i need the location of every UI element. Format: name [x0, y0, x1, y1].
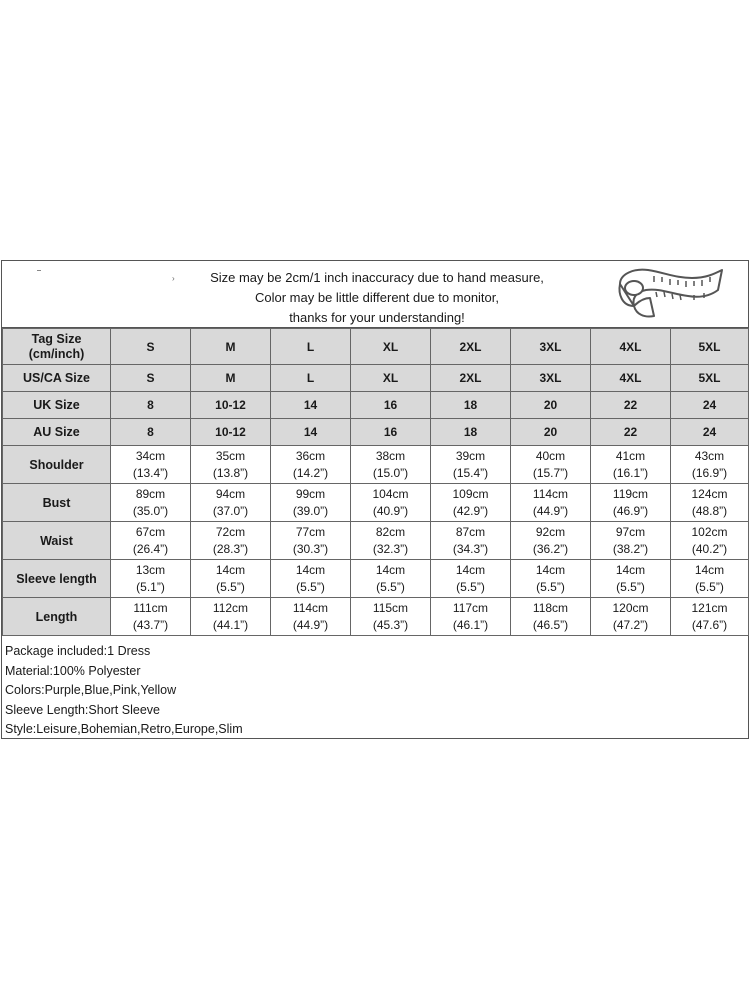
table-cell	[671, 522, 749, 560]
table-cell: 10-12	[191, 419, 271, 446]
table-row-measurement	[3, 560, 749, 598]
cell-inch-value: (16.1”)	[612, 465, 649, 480]
size-table	[2, 328, 749, 636]
notice-text	[152, 268, 602, 328]
table-cell	[191, 484, 271, 522]
info-style: Style:Leisure,Bohemian,Retro,Europe,Slim	[5, 722, 243, 736]
table-cell	[271, 446, 351, 484]
cell-inch-value: (15.7”)	[532, 465, 569, 480]
table-row-measurement	[3, 522, 749, 560]
cell-cm-value: 111cm	[133, 600, 168, 615]
notice-line: thanks for your understanding!	[289, 310, 465, 325]
cell-cm-value: 109cm	[452, 486, 489, 501]
cell-cm-value: 112cm	[212, 600, 249, 615]
table-cell: 8	[111, 419, 191, 446]
decorative-mark	[37, 270, 41, 271]
table-cell	[191, 560, 271, 598]
row-header: Sleeve length	[3, 560, 111, 598]
cell-inch-value: (47.6”)	[691, 617, 728, 632]
table-cell	[671, 598, 749, 636]
info-material: Material:100% Polyester	[5, 663, 141, 678]
table-cell: 5XL	[671, 365, 749, 392]
cell-inch-value: (46.1”)	[452, 617, 489, 632]
cell-cm-value: 14cm	[375, 562, 406, 577]
cell-inch-value: (5.5”)	[616, 579, 645, 594]
table-cell: XL	[351, 365, 431, 392]
cell-inch-value: (5.5”)	[456, 579, 485, 594]
table-cell: 3XL	[511, 365, 591, 392]
table-cell: 3XL	[511, 329, 591, 365]
cell-cm-value: 14cm	[694, 562, 725, 577]
table-cell: 10-12	[191, 392, 271, 419]
notice-line: Size may be 2cm/1 inch inaccuracy due to hand measure,	[210, 270, 544, 285]
cell-inch-value: (5.1”)	[136, 579, 165, 594]
table-cell	[431, 598, 511, 636]
table-cell: 24	[671, 392, 749, 419]
cell-cm-value: 99cm	[295, 486, 326, 501]
table-cell: 4XL	[591, 365, 671, 392]
table-cell: 14	[271, 419, 351, 446]
table-cell	[111, 598, 191, 636]
table-cell: 14	[271, 392, 351, 419]
cell-inch-value: (47.2”)	[612, 617, 649, 632]
cell-cm-value: 94cm	[215, 486, 246, 501]
table-cell: 20	[511, 419, 591, 446]
row-header-label: Tag Size	[31, 331, 82, 346]
notice-line: Color may be little different due to monitor,	[255, 290, 499, 305]
cell-cm-value: 36cm	[295, 448, 326, 463]
cell-cm-value: 82cm	[375, 524, 406, 539]
cell-inch-value: (13.8”)	[212, 465, 249, 480]
table-row-measurement	[3, 598, 749, 636]
table-cell	[111, 560, 191, 598]
cell-cm-value: 38cm	[375, 448, 406, 463]
table-cell	[351, 560, 431, 598]
cell-inch-value: (5.5”)	[536, 579, 565, 594]
table-cell: 20	[511, 392, 591, 419]
cell-inch-value: (48.8”)	[691, 503, 728, 518]
table-row-au-size	[3, 419, 749, 446]
cell-cm-value: 118cm	[532, 600, 569, 615]
table-cell	[431, 560, 511, 598]
table-row-us-ca-size	[3, 365, 749, 392]
cell-inch-value: (44.9”)	[292, 617, 329, 632]
table-cell	[111, 446, 191, 484]
product-info	[5, 642, 243, 740]
table-cell	[591, 446, 671, 484]
table-cell: 18	[431, 419, 511, 446]
cell-cm-value: 92cm	[535, 524, 566, 539]
table-cell	[191, 446, 271, 484]
cell-cm-value: 39cm	[455, 448, 486, 463]
table-cell	[111, 484, 191, 522]
cell-cm-value: 120cm	[612, 600, 649, 615]
notice-banner	[2, 261, 748, 328]
cell-inch-value: (5.5”)	[695, 579, 724, 594]
cell-inch-value: (43.7”)	[132, 617, 169, 632]
table-cell	[431, 446, 511, 484]
cell-inch-value: (16.9”)	[691, 465, 728, 480]
measuring-tape-icon	[614, 264, 726, 324]
row-header: Length	[3, 598, 111, 636]
cell-cm-value: 72cm	[215, 524, 246, 539]
cell-inch-value: (35.0”)	[132, 503, 169, 518]
row-header-sublabel: (cm/inch)	[28, 346, 85, 361]
table-cell	[511, 484, 591, 522]
table-cell	[351, 446, 431, 484]
cell-cm-value: 14cm	[535, 562, 566, 577]
table-cell: S	[111, 329, 191, 365]
table-cell	[191, 598, 271, 636]
cell-inch-value: (40.2”)	[691, 541, 728, 556]
cell-inch-value: (5.5”)	[296, 579, 325, 594]
table-cell: 5XL	[671, 329, 749, 365]
table-cell	[351, 598, 431, 636]
cell-cm-value: 77cm	[295, 524, 326, 539]
table-cell: 22	[591, 419, 671, 446]
cell-inch-value: (5.5”)	[216, 579, 245, 594]
table-row-measurement	[3, 446, 749, 484]
cell-cm-value: 119cm	[612, 486, 649, 501]
info-colors: Colors:Purple,Blue,Pink,Yellow	[5, 683, 177, 697]
row-header: Shoulder	[3, 446, 111, 484]
table-cell	[271, 484, 351, 522]
row-header: UK Size	[3, 392, 111, 419]
table-cell: S	[111, 365, 191, 392]
table-cell: 16	[351, 419, 431, 446]
cell-cm-value: 13cm	[135, 562, 166, 577]
table-cell	[271, 560, 351, 598]
cell-cm-value: 34cm	[135, 448, 166, 463]
table-cell: 4XL	[591, 329, 671, 365]
table-cell: L	[271, 365, 351, 392]
cell-cm-value: 14cm	[455, 562, 486, 577]
cell-cm-value: 115cm	[372, 600, 409, 615]
table-cell	[191, 522, 271, 560]
cell-cm-value: 14cm	[215, 562, 246, 577]
table-cell: 18	[431, 392, 511, 419]
cell-inch-value: (26.4”)	[132, 541, 169, 556]
table-cell: XL	[351, 329, 431, 365]
table-cell: 2XL	[431, 329, 511, 365]
cell-inch-value: (5.5”)	[376, 579, 405, 594]
cell-cm-value: 14cm	[615, 562, 646, 577]
table-cell: M	[191, 365, 271, 392]
cell-cm-value: 104cm	[372, 486, 409, 501]
table-cell: 22	[591, 392, 671, 419]
cell-inch-value: (28.3”)	[212, 541, 249, 556]
table-cell: 24	[671, 419, 749, 446]
table-cell	[511, 522, 591, 560]
table-cell	[111, 522, 191, 560]
table-cell	[271, 598, 351, 636]
cell-inch-value: (13.4”)	[132, 465, 169, 480]
table-cell	[271, 522, 351, 560]
info-sleeve-length: Sleeve Length:Short Sleeve	[5, 702, 160, 717]
table-cell	[431, 484, 511, 522]
row-header	[3, 329, 111, 365]
row-header: US/CA Size	[3, 365, 111, 392]
table-cell: 16	[351, 392, 431, 419]
info-package: Package included:1 Dress	[5, 644, 151, 658]
cell-cm-value: 124cm	[691, 486, 728, 501]
table-cell	[351, 484, 431, 522]
cell-cm-value: 41cm	[615, 448, 646, 463]
cell-inch-value: (37.0”)	[212, 503, 249, 518]
cell-inch-value: (44.1”)	[212, 617, 249, 632]
cell-inch-value: (38.2”)	[612, 541, 649, 556]
cell-cm-value: 87cm	[455, 524, 486, 539]
cell-cm-value: 102cm	[691, 524, 728, 539]
cell-inch-value: (42.9”)	[452, 503, 489, 518]
row-header: AU Size	[3, 419, 111, 446]
size-chart	[1, 260, 749, 739]
cell-cm-value: 97cm	[615, 524, 646, 539]
cell-inch-value: (15.4”)	[452, 465, 489, 480]
row-header: Waist	[3, 522, 111, 560]
cell-inch-value: (30.3”)	[292, 541, 329, 556]
row-header: Bust	[3, 484, 111, 522]
cell-cm-value: 114cm	[532, 486, 569, 501]
cell-cm-value: 67cm	[135, 524, 166, 539]
table-cell	[591, 598, 671, 636]
table-cell	[591, 560, 671, 598]
cell-inch-value: (44.9”)	[532, 503, 569, 518]
cell-inch-value: (45.3”)	[372, 617, 409, 632]
table-cell	[591, 522, 671, 560]
table-cell: L	[271, 329, 351, 365]
table-cell	[671, 484, 749, 522]
table-cell	[351, 522, 431, 560]
table-row-uk-size	[3, 392, 749, 419]
decorative-mark: ›	[172, 274, 175, 283]
table-cell: 2XL	[431, 365, 511, 392]
cell-inch-value: (34.3”)	[452, 541, 489, 556]
cell-cm-value: 43cm	[694, 448, 725, 463]
cell-cm-value: 35cm	[215, 448, 246, 463]
cell-inch-value: (32.3”)	[372, 541, 409, 556]
cell-inch-value: (40.9”)	[372, 503, 409, 518]
table-cell	[511, 598, 591, 636]
cell-cm-value: 114cm	[292, 600, 329, 615]
table-cell: 8	[111, 392, 191, 419]
cell-inch-value: (46.9”)	[612, 503, 649, 518]
cell-inch-value: (14.2”)	[292, 465, 329, 480]
table-cell	[671, 446, 749, 484]
table-cell	[511, 446, 591, 484]
cell-inch-value: (15.0”)	[372, 465, 409, 480]
cell-inch-value: (39.0”)	[292, 503, 329, 518]
table-row-measurement	[3, 484, 749, 522]
cell-cm-value: 40cm	[535, 448, 566, 463]
cell-cm-value: 117cm	[452, 600, 489, 615]
cell-cm-value: 14cm	[295, 562, 326, 577]
cell-inch-value: (36.2”)	[532, 541, 569, 556]
table-cell	[671, 560, 749, 598]
table-cell: M	[191, 329, 271, 365]
table-row-tag-size	[3, 329, 749, 365]
cell-inch-value: (46.5”)	[532, 617, 569, 632]
table-cell	[591, 484, 671, 522]
table-cell	[511, 560, 591, 598]
table-cell	[431, 522, 511, 560]
cell-cm-value: 89cm	[135, 486, 166, 501]
cell-cm-value: 121cm	[691, 600, 728, 615]
